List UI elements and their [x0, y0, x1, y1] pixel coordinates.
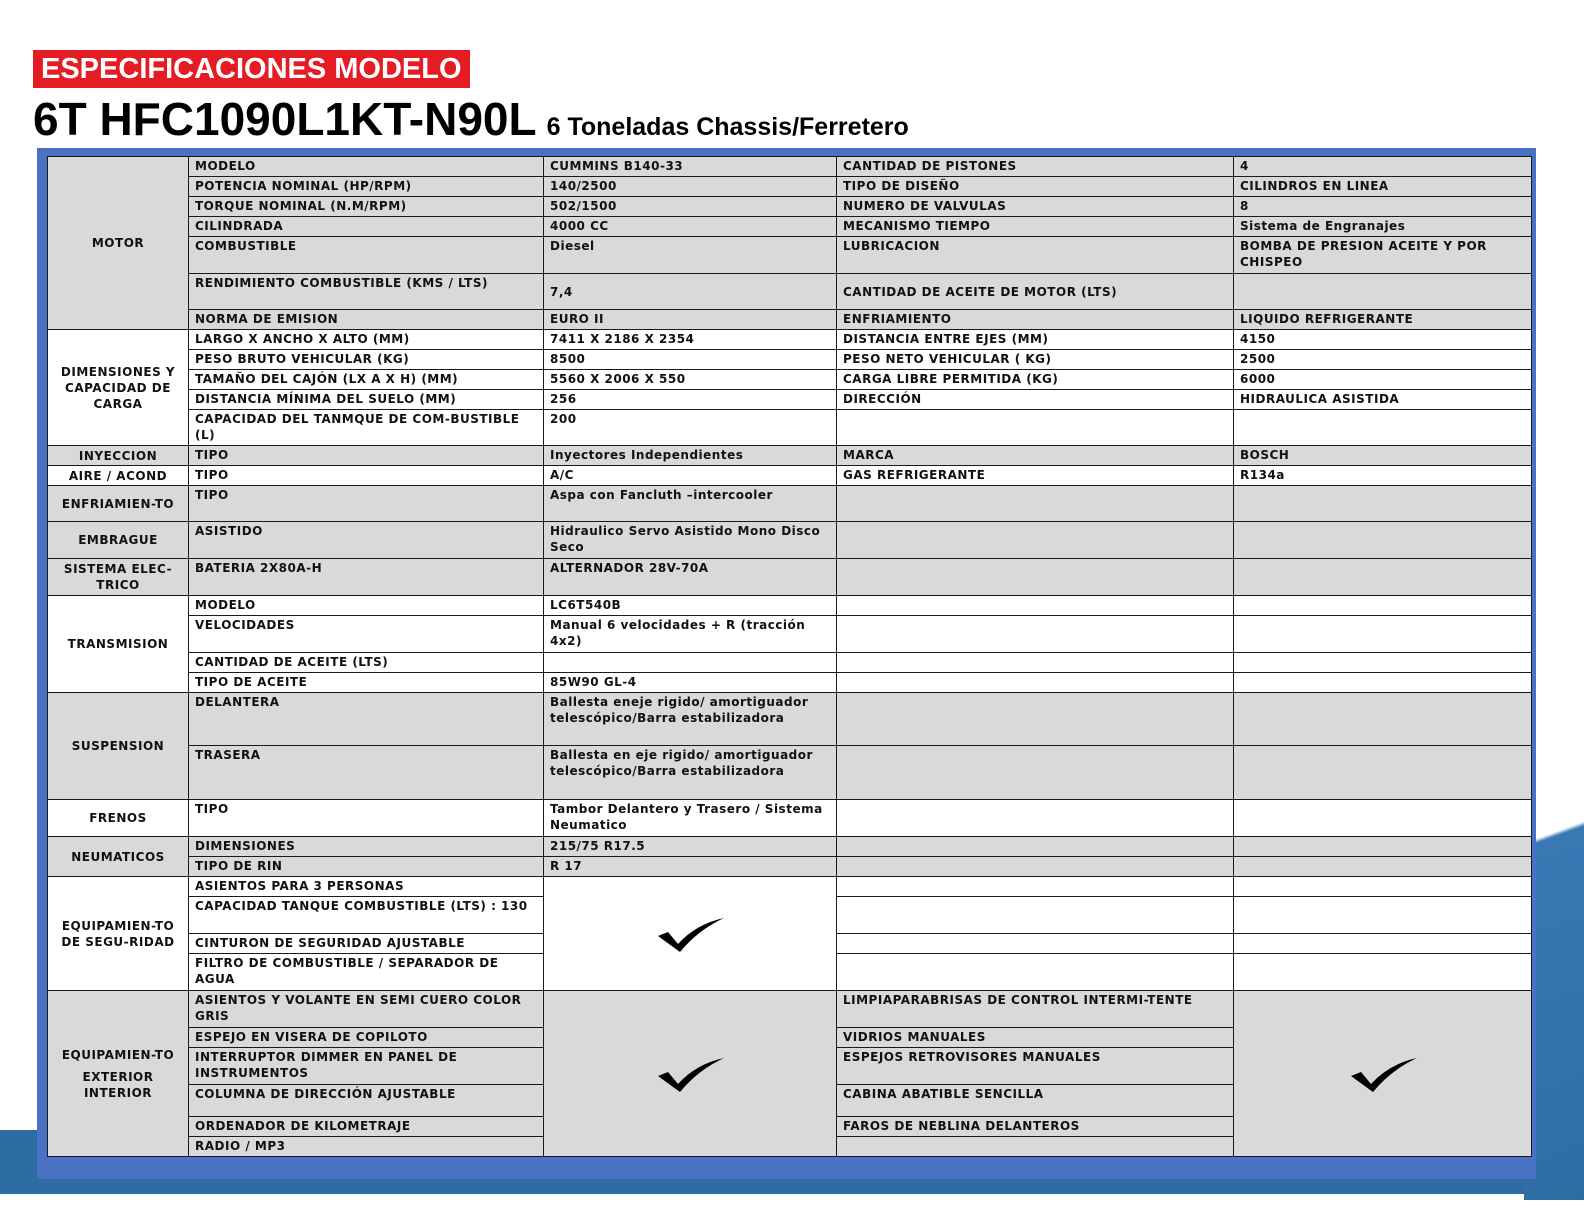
check-cell: [1234, 991, 1532, 1157]
spec-value: CUMMINS B140-33: [544, 157, 837, 177]
table-row: [48, 390, 1532, 410]
group-label-frenos: FRENOS: [48, 800, 189, 837]
spec-value: BOMBA DE PRESION ACEITE Y POR CHISPEO: [1234, 237, 1532, 274]
spec-value: Sistema de Engranajes: [1234, 217, 1532, 237]
equipment-item: [837, 1137, 1234, 1157]
spec-label: LARGO X ANCHO X ALTO (MM): [189, 330, 544, 350]
spec-label: [837, 522, 1234, 559]
equipment-item: ASIENTOS PARA 3 PERSONAS: [189, 877, 544, 897]
spec-value: R134a: [1234, 466, 1532, 486]
spec-table-frame: [37, 148, 1536, 1179]
spec-label: MODELO: [189, 157, 544, 177]
spec-value: 4000 CC: [544, 217, 837, 237]
spec-label: CANTIDAD DE ACEITE (LTS): [189, 653, 544, 673]
empty-cell: [837, 596, 1234, 616]
table-row: [48, 991, 1532, 1028]
spec-value: 215/75 R17.5: [544, 837, 837, 857]
empty-cell: [1234, 596, 1532, 616]
group-label-transmision: TRANSMISION: [48, 596, 189, 693]
group-label-electrico: SISTEMA ELEC-TRICO: [48, 559, 189, 596]
spec-table: [47, 156, 1532, 1157]
table-row: [48, 330, 1532, 350]
table-row: [48, 486, 1532, 522]
spec-label: CILINDRADA: [189, 217, 544, 237]
table-row: [48, 370, 1532, 390]
empty-cell: [1234, 877, 1532, 897]
equipment-item: ESPEJOS RETROVISORES MANUALES: [837, 1048, 1234, 1085]
table-row: [48, 157, 1532, 177]
spec-value: 7,4: [544, 274, 837, 310]
spec-value: 7411 X 2186 X 2354: [544, 330, 837, 350]
spec-value: 140/2500: [544, 177, 837, 197]
table-row: [48, 596, 1532, 616]
spec-value: [544, 653, 837, 673]
spec-label: BATERIA 2X80A-H: [189, 559, 544, 596]
empty-cell: [1234, 800, 1532, 837]
spec-value: [1234, 486, 1532, 522]
empty-cell: [837, 837, 1234, 857]
spec-value: Diesel: [544, 237, 837, 274]
checkmark-icon: [1240, 1054, 1525, 1094]
spec-label: TRASERA: [189, 746, 544, 800]
table-row: [48, 746, 1532, 800]
empty-cell: [837, 653, 1234, 673]
empty-cell: [837, 673, 1234, 693]
spec-label: DIMENSIONES: [189, 837, 544, 857]
table-row: [48, 274, 1532, 310]
spec-label: DISTANCIA MÍNIMA DEL SUELO (MM): [189, 390, 544, 410]
empty-cell: [837, 877, 1234, 897]
spec-value: 8500: [544, 350, 837, 370]
equipment-item: FAROS DE NEBLINA DELANTEROS: [837, 1117, 1234, 1137]
empty-cell: [837, 954, 1234, 991]
spec-value: 5560 X 2006 X 550: [544, 370, 837, 390]
spec-label: ASISTIDO: [189, 522, 544, 559]
empty-cell: [837, 616, 1234, 653]
spec-label: TAMAÑO DEL CAJÓN (LX A X H) (MM): [189, 370, 544, 390]
spec-label: RENDIMIENTO COMBUSTIBLE (KMS / LTS): [189, 274, 544, 310]
spec-label: TORQUE NOMINAL (N.M/RPM): [189, 197, 544, 217]
spec-value: [1234, 559, 1532, 596]
group-label-exterior-interior: [48, 991, 189, 1157]
equipment-item: ASIENTOS Y VOLANTE EN SEMI CUERO COLOR GRIS: [189, 991, 544, 1028]
empty-cell: [837, 857, 1234, 877]
table-row: [48, 857, 1532, 877]
equipment-item: INTERRUPTOR DIMMER EN PANEL DE INSTRUMENTOS: [189, 1048, 544, 1085]
spec-value: BOSCH: [1234, 446, 1532, 466]
table-row: [48, 800, 1532, 837]
spec-value: 2500: [1234, 350, 1532, 370]
equipment-item: ORDENADOR DE KILOMETRAJE: [189, 1117, 544, 1137]
group-label-embrague: EMBRAGUE: [48, 522, 189, 559]
spec-label: DELANTERA: [189, 693, 544, 746]
empty-cell: [1234, 746, 1532, 800]
spec-label: CANTIDAD DE PISTONES: [837, 157, 1234, 177]
empty-cell: [1234, 653, 1532, 673]
check-cell: [544, 877, 837, 991]
spec-value: [1234, 410, 1532, 446]
equipment-item: ESPEJO EN VISERA DE COPILOTO: [189, 1028, 544, 1048]
spec-value: [1234, 522, 1532, 559]
spec-label: TIPO: [189, 800, 544, 837]
spec-label: TIPO: [189, 486, 544, 522]
empty-cell: [1234, 616, 1532, 653]
table-row: [48, 237, 1532, 274]
spec-value: ALTERNADOR 28V-70A: [544, 559, 837, 596]
spec-label: ENFRIAMIENTO: [837, 310, 1234, 330]
group-label-line: EQUIPAMIEN-TO: [61, 1047, 175, 1062]
spec-label: [837, 559, 1234, 596]
empty-cell: [1234, 857, 1532, 877]
empty-cell: [837, 693, 1234, 746]
table-row: [48, 217, 1532, 237]
table-row: [48, 877, 1532, 897]
spec-label: TIPO DE RIN: [189, 857, 544, 877]
empty-cell: [837, 800, 1234, 837]
spec-label: POTENCIA NOMINAL (HP/RPM): [189, 177, 544, 197]
empty-cell: [1234, 897, 1532, 934]
spec-label: DIRECCIÓN: [837, 390, 1234, 410]
table-row: [48, 410, 1532, 446]
group-label-aire: AIRE / ACOND: [48, 466, 189, 486]
checkmark-icon: [550, 1054, 830, 1094]
spec-label: CAPACIDAD DEL TANMQUE DE COM-BUSTIBLE (L): [189, 410, 544, 446]
table-row: [48, 310, 1532, 330]
empty-cell: [1234, 954, 1532, 991]
spec-value: A/C: [544, 466, 837, 486]
spec-value: 6000: [1234, 370, 1532, 390]
spec-label: COMBUSTIBLE: [189, 237, 544, 274]
spec-label: PESO BRUTO VEHICULAR (KG): [189, 350, 544, 370]
spec-label: NORMA DE EMISION: [189, 310, 544, 330]
spec-badge: ESPECIFICACIONES MODELO: [33, 50, 470, 88]
spec-label: TIPO: [189, 446, 544, 466]
table-row: [48, 837, 1532, 857]
spec-value: HIDRAULICA ASISTIDA: [1234, 390, 1532, 410]
spec-label: NUMERO DE VALVULAS: [837, 197, 1234, 217]
spec-value: 4: [1234, 157, 1532, 177]
table-row: [48, 673, 1532, 693]
table-row: [48, 466, 1532, 486]
empty-cell: [837, 934, 1234, 954]
empty-cell: [837, 897, 1234, 934]
group-label-motor: MOTOR: [48, 157, 189, 330]
table-row: [48, 616, 1532, 653]
equipment-item: COLUMNA DE DIRECCIÓN AJUSTABLE: [189, 1085, 544, 1117]
spec-label: MODELO: [189, 596, 544, 616]
spec-value: Ballesta en eje rigido/ amortiguador telescópico/Barra estabilizadora: [544, 746, 837, 800]
spec-value: EURO II: [544, 310, 837, 330]
spec-label: MECANISMO TIEMPO: [837, 217, 1234, 237]
equipment-item: FILTRO DE COMBUSTIBLE / SEPARADOR DE AGUA: [189, 954, 544, 991]
spec-value: Hidraulico Servo Asistido Mono Disco Seco: [544, 522, 837, 559]
spec-value: R 17: [544, 857, 837, 877]
empty-cell: [1234, 673, 1532, 693]
spec-label: LUBRICACION: [837, 237, 1234, 274]
table-row: [48, 559, 1532, 596]
spec-label: VELOCIDADES: [189, 616, 544, 653]
equipment-item: RADIO / MP3: [189, 1137, 544, 1157]
spec-label: TIPO DE DISEÑO: [837, 177, 1234, 197]
group-label-inyeccion: INYECCION: [48, 446, 189, 466]
spec-value: Ballesta eneje rigido/ amortiguador telescópico/Barra estabilizadora: [544, 693, 837, 746]
spec-value: CILINDROS EN LINEA: [1234, 177, 1532, 197]
spec-value: Inyectores Independientes: [544, 446, 837, 466]
table-row: [48, 177, 1532, 197]
checkmark-icon: [550, 914, 830, 954]
empty-cell: [1234, 934, 1532, 954]
table-row: [48, 693, 1532, 746]
group-label-enfriamiento: ENFRIAMIEN-TO: [48, 486, 189, 522]
model-subtitle: 6 Toneladas Chassis/Ferretero: [546, 113, 909, 141]
spec-value: Manual 6 velocidades + R (tracción 4x2): [544, 616, 837, 653]
group-label-suspension: SUSPENSION: [48, 693, 189, 800]
group-label-neumaticos: NEUMATICOS: [48, 837, 189, 877]
empty-cell: [837, 746, 1234, 800]
group-label-seguridad: EQUIPAMIEN-TO DE SEGU-RIDAD: [48, 877, 189, 991]
equipment-item: VIDRIOS MANUALES: [837, 1028, 1234, 1048]
empty-cell: [1234, 837, 1532, 857]
table-row: [48, 350, 1532, 370]
spec-value: 256: [544, 390, 837, 410]
table-row: [48, 197, 1532, 217]
table-row: [48, 522, 1532, 559]
spec-value: [1234, 274, 1532, 310]
spec-value: LC6T540B: [544, 596, 837, 616]
spec-label: CARGA LIBRE PERMITIDA (KG): [837, 370, 1234, 390]
spec-label: GAS REFRIGERANTE: [837, 466, 1234, 486]
spec-label: [837, 486, 1234, 522]
spec-value: Aspa con Fancluth –intercooler: [544, 486, 837, 522]
group-label-line: EXTERIOR INTERIOR: [82, 1069, 154, 1100]
spec-value: 85W90 GL-4: [544, 673, 837, 693]
equipment-item: CAPACIDAD TANQUE COMBUSTIBLE (LTS) : 130: [189, 897, 544, 934]
empty-cell: [1234, 693, 1532, 746]
spec-label: TIPO: [189, 466, 544, 486]
model-name: 6T HFC1090L1KT-N90L: [33, 93, 537, 145]
spec-value: 8: [1234, 197, 1532, 217]
equipment-item: LIMPIAPARABRISAS DE CONTROL INTERMI-TENTE: [837, 991, 1234, 1028]
equipment-item: CABINA ABATIBLE SENCILLA: [837, 1085, 1234, 1117]
spec-value: Tambor Delantero y Trasero / Sistema Neumatico: [544, 800, 837, 837]
spec-value: 502/1500: [544, 197, 837, 217]
spec-value: 4150: [1234, 330, 1532, 350]
spec-value: 200: [544, 410, 837, 446]
spec-label: DISTANCIA ENTRE EJES (MM): [837, 330, 1234, 350]
page-title: [33, 92, 909, 146]
spec-label: PESO NETO VEHICULAR ( KG): [837, 350, 1234, 370]
group-label-dimensiones: DIMENSIONES Y CAPACIDAD DE CARGA: [48, 330, 189, 446]
spec-label: TIPO DE ACEITE: [189, 673, 544, 693]
table-row: [48, 653, 1532, 673]
table-row: [48, 446, 1532, 466]
spec-label: [837, 410, 1234, 446]
equipment-item: CINTURON DE SEGURIDAD AJUSTABLE: [189, 934, 544, 954]
spec-label: CANTIDAD DE ACEITE DE MOTOR (LTS): [837, 274, 1234, 310]
check-cell: [544, 991, 837, 1157]
spec-label: MARCA: [837, 446, 1234, 466]
spec-value: LIQUIDO REFRIGERANTE: [1234, 310, 1532, 330]
